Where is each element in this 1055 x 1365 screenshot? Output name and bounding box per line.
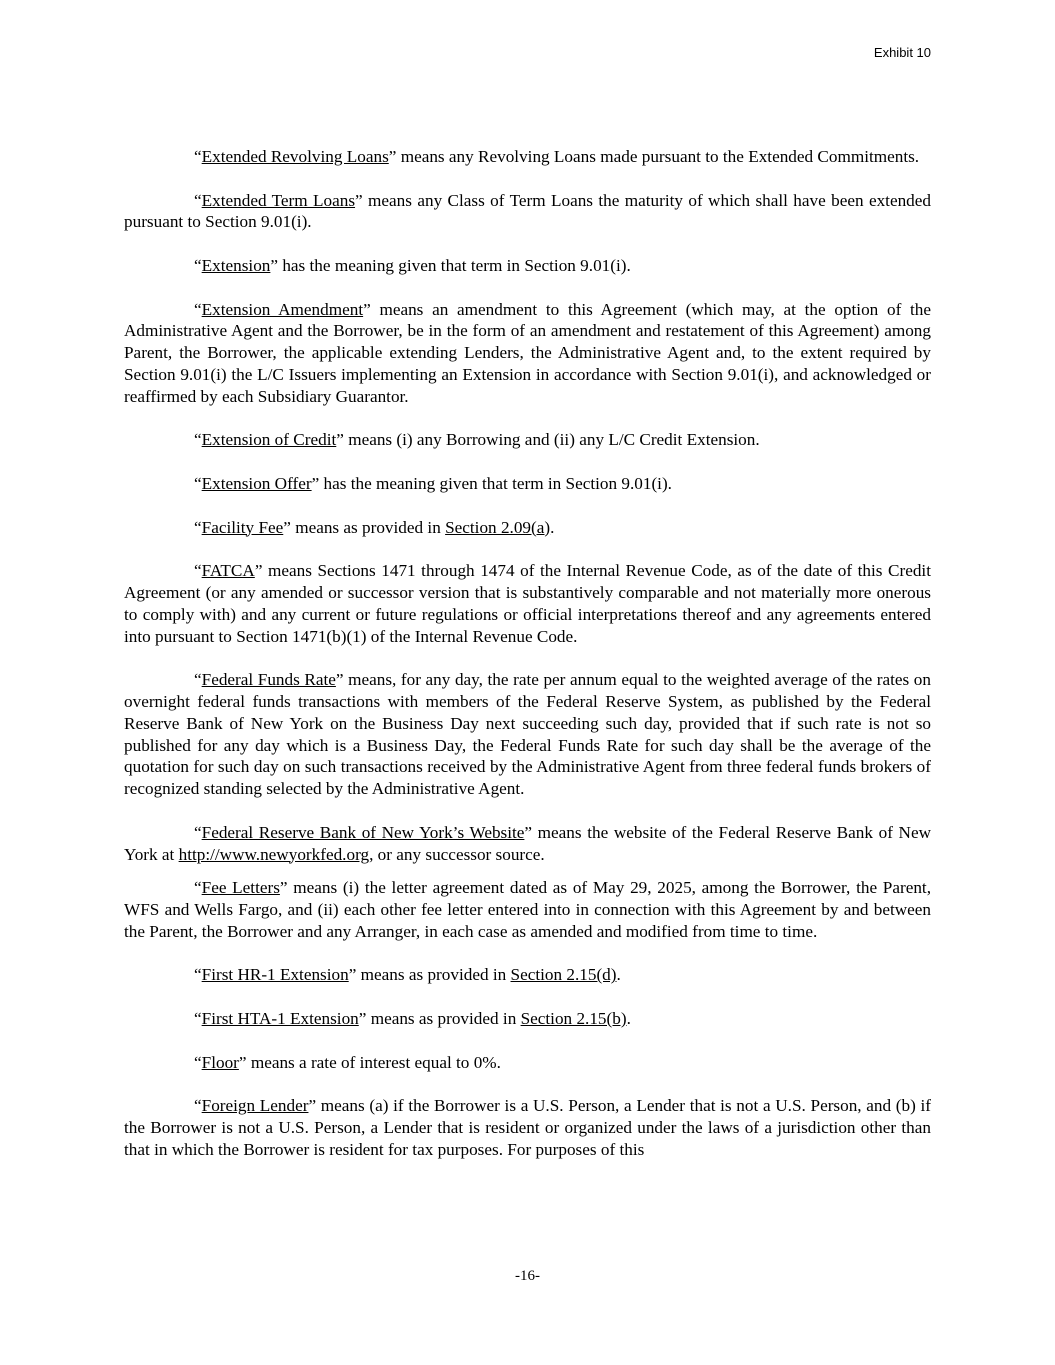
definition-text: means an amendment to this Agreement (which may, at the option of the Administrative Agent and the Borrower, be in the form of an amendment and restatement of this Agreement) among Parent, the Borrower, the applicable extending Lenders, the Administrative Agent and, to the extent required by Section 9.01(i) the L/C Issuers implementing an Extension in accordance with Section 9.01(i), and acknowledged or reaffirmed by each Subsidiary Guarantor. — [124, 299, 931, 406]
definition-tail: . — [616, 965, 621, 985]
definition-text: means Sections 1471 through 1474 of the Internal Revenue Code, as of the date of this Credit Agreement (or any amended or successor version that is substantively comparable and not materially more onerous to comply with) and any current or future regulations or official interpretations thereof and any agreements entered into pursuant to Section 1471(b)(1) of the Internal Revenue Code. — [124, 561, 931, 646]
defined-term: Foreign Lender — [201, 1096, 309, 1116]
defined-term: Extension Offer — [201, 473, 312, 493]
definition-text: means as provided in — [356, 965, 511, 985]
definition-text: means (a) if the Borrower is a U.S. Person, a Lender that is not a U.S. Person, and (b) if the Borrower is not a U.S. Person, a Lender that is resident or organized under the laws of a jurisdiction other than that in which the Borrower is resident for tax purposes. For purposes of this — [124, 1096, 931, 1159]
definition-text: means a rate of interest equal to 0%. — [246, 1052, 501, 1072]
definition-extension: “Extension” has the meaning given that term in Section 9.01(i). — [194, 255, 631, 275]
definition-text: means (i) any Borrowing and (ii) any L/C Credit Extension. — [343, 430, 760, 450]
definition-first-hr1-extension: “First HR-1 Extension” means as provided in Section 2.15(d). — [194, 965, 621, 985]
definition-extension-amendment: “Extension Amendment” means an amendment to this Agreement (which may, at the option of the Administrative Agent and the Borrower, be in the form of an amendment and restatement of this Agreement) among Parent, the Borrower, the applicable extending Lenders, the Administrative Agent and, to the extent required by Section 9.01(i) the L/C Issuers implementing an Extension in accordance with Section 9.01(i), and acknowledged or reaffirmed by each Subsidiary Guarantor. — [124, 299, 931, 406]
definition-facility-fee: “Facility Fee” means as provided in Section 2.09(a). — [194, 517, 555, 537]
definition-floor: “Floor” means a rate of interest equal to 0%. — [194, 1052, 501, 1072]
defined-term: Floor — [201, 1052, 239, 1072]
definition-text: means any Revolving Loans made pursuant to the Extended Commitments. — [396, 147, 920, 166]
definition-text: has the meaning given that term in Section 9.01(i). — [319, 473, 672, 493]
definition-extension-offer: “Extension Offer” has the meaning given that term in Section 9.01(i). — [194, 473, 672, 493]
definition-extension-of-credit: “Extension of Credit” means (i) any Borrowing and (ii) any L/C Credit Extension. — [194, 430, 760, 450]
definition-text: means the website of the Federal Reserve Bank of New York at — [124, 822, 931, 864]
section-reference: Section 2.15(d) — [510, 965, 617, 985]
definition-text: means any Class of Term Loans the maturity of which shall have been extended pursuant to Section 9.01(i). — [124, 190, 931, 232]
definition-frbny-website: “Federal Reserve Bank of New York’s Website” means the website of the Federal Reserve Bank of New York at http://www.newyorkfed.org, or any successor source. — [124, 822, 931, 864]
defined-term: Federal Funds Rate — [201, 670, 336, 690]
defined-term: Federal Reserve Bank of New York’s Website — [201, 822, 525, 842]
website-link[interactable]: http://www.newyorkfed.org — [178, 844, 370, 864]
defined-term: FATCA — [201, 561, 255, 581]
definition-fatca: “FATCA” means Sections 1471 through 1474 of the Internal Revenue Code, as of the date of this Credit Agreement (or any amended or successor version that is substantively comparable and not materially more onerous to comply with) and any current or future regulations or official interpretations thereof and any agreements entered into pursuant to Section 1471(b)(1) of the Internal Revenue Code. — [124, 561, 931, 646]
exhibit-label: Exhibit 10 — [873, 45, 931, 60]
defined-term: First HTA-1 Extension — [201, 1009, 359, 1029]
defined-term: Extension — [201, 255, 271, 275]
defined-term: Extended Revolving Loans — [201, 147, 389, 166]
definition-text: means as provided in — [366, 1009, 521, 1029]
definition-tail: . — [550, 517, 555, 537]
section-reference: Section 2.09(a) — [445, 517, 551, 537]
definition-federal-funds-rate: “Federal Funds Rate” means, for any day, the rate per annum equal to the weighted average of the rates on overnight federal funds transactions with members of the Federal Reserve System, as published by the Federal Reserve Bank of New York on the Business Day next succeeding such day, provided that if such rate is not so published for any day which is a Business Day, the Federal Funds Rate for such day shall be the average of the quotation for such day on such transactions received by the Administrative Agent from three federal funds brokers of recognized standing selected by the Administrative Agent. — [124, 670, 931, 799]
definition-text: has the meaning given that term in Section 9.01(i). — [278, 255, 631, 275]
definition-extended-term-loans: “Extended Term Loans” means any Class of Term Loans the maturity of which shall have been extended pursuant to Section 9.01(i). — [124, 190, 931, 232]
definition-text: means as provided in — [290, 517, 446, 537]
definition-text: means, for any day, the rate per annum equal to the weighted average of the rates on overnight federal funds transactions with members of the Federal Reserve System, as published by the Federal Reserve Bank of New York on the Business Day next succeeding such day, provided that if such rate is not so published for any day which is a Business Day, the Federal Funds Rate for such day shall be the average of the quotation for such day on such transactions received by the Administrative Agent from three federal funds brokers of recognized standing selected by the Administrative Agent. — [124, 670, 931, 799]
defined-term: First HR-1 Extension — [201, 965, 349, 985]
definition-text: means (i) the letter agreement dated as of May 29, 2025, among the Borrower, the Parent, WFS and Wells Fargo, and (ii) each other fee letter entered into in connection with this Agreement by and between the Parent, the Borrower and any Arranger, in each case as amended and modified from time to time. — [124, 878, 931, 941]
defined-term: Extension Amendment — [201, 299, 364, 319]
defined-term: Extended Term Loans — [201, 190, 356, 210]
defined-term: Fee Letters — [201, 878, 280, 898]
definition-extended-revolving-loans: “Extended Revolving Loans” means any Revolving Loans made pursuant to the Extended Commitments. — [194, 147, 920, 166]
defined-term: Extension of Credit — [201, 430, 337, 450]
defined-term: Facility Fee — [201, 517, 284, 537]
definition-fee-letters: “Fee Letters” means (i) the letter agreement dated as of May 29, 2025, among the Borrower, the Parent, WFS and Wells Fargo, and (ii) each other fee letter entered into in connection with this Agreement by and between the Parent, the Borrower and any Arranger, in each case as amended and modified from time to time. — [124, 878, 931, 941]
page-number: -16- — [515, 1268, 540, 1284]
definition-foreign-lender: “Foreign Lender” means (a) if the Borrower is a U.S. Person, a Lender that is not a U.S. Person, and (b) if the Borrower is not a U.S. Person, a Lender that is resident or organized under the laws of a jurisdiction other than that in which the Borrower is resident for tax purposes. For purposes of this — [124, 1096, 931, 1159]
definition-tail: . — [626, 1009, 631, 1029]
definition-first-hta1-extension: “First HTA-1 Extension” means as provided in Section 2.15(b). — [194, 1009, 631, 1029]
definition-tail: , or any successor source. — [369, 844, 545, 864]
section-reference: Section 2.15(b) — [520, 1009, 627, 1029]
definitions-body — [124, 146, 931, 1161]
